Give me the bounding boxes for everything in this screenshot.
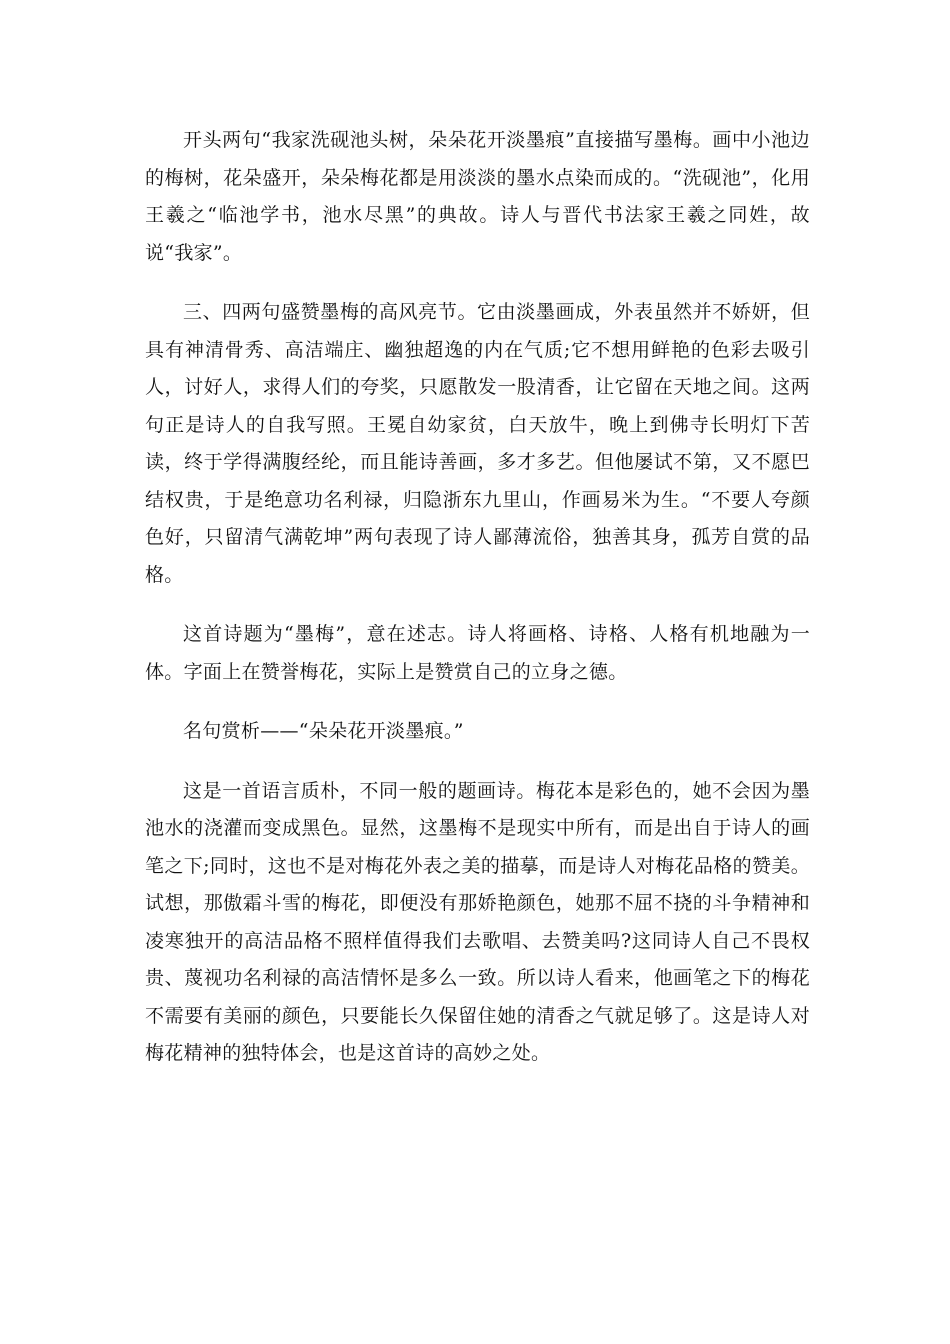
paragraph-opening-lines: 开头两句“我家洗砚池头树，朵朵花开淡墨痕”直接描写墨梅。画中小池边的梅树，花朵盛开，朵朵梅花都是用淡淡的墨水点染而成的。“洗砚池”，化用王羲之“临池学书，池水尽黑”的典故。诗人与晋代书法家王羲之同姓，故说“我家”。 [145, 129, 810, 264]
document-body [145, 122, 810, 1095]
paragraph-theme: 这首诗题为“墨梅”，意在述志。诗人将画格、诗格、人格有机地融为一体。字面上在赞誉梅花，实际上是赞赏自己的立身之德。 [145, 623, 810, 683]
paragraph-famous-line-heading: 名句赏析——“朵朵花开淡墨痕。” [183, 720, 464, 742]
paragraph-third-fourth-lines: 三、四两句盛赞墨梅的高风亮节。它由淡墨画成，外表虽然并不娇妍，但具有神清骨秀、高洁端庄、幽独超逸的内在气质;它不想用鲜艳的色彩去吸引人，讨好人，求得人们的夸奖，只愿散发一股清香，让它留在天地之间。这两句正是诗人的自我写照。王冕自幼家贫，白天放牛，晚上到佛寺长明灯下苦读，终于学得满腹经纶，而且能诗善画，多才多艺。但他屡试不第，又不愿巴结权贵，于是绝意功名利禄，归隐浙东九里山，作画易米为生。“不要人夸颜色好，只留清气满乾坤”两句表现了诗人鄙薄流俗，独善其身，孤芳自赏的品格。 [145, 301, 810, 586]
paragraph-famous-line-analysis: 这是一首语言质朴，不同一般的题画诗。梅花本是彩色的，她不会因为墨池水的浇灌而变成黑色。显然，这墨梅不是现实中所有，而是出自于诗人的画笔之下;同时，这也不是对梅花外表之美的描摹，而是诗人对梅花品格的赞美。试想，那傲霜斗雪的梅花，即便没有那娇艳颜色，她那不屈不挠的斗争精神和凌寒独开的高洁品格不照样值得我们去歌唱、去赞美吗?这同诗人自己不畏权贵、蔑视功名利禄的高洁情怀是多么一致。所以诗人看来，他画笔之下的梅花不需要有美丽的颜色，只要能长久保留住她的清香之气就足够了。这是诗人对梅花精神的独特体会，也是这首诗的高妙之处。 [145, 779, 810, 1064]
